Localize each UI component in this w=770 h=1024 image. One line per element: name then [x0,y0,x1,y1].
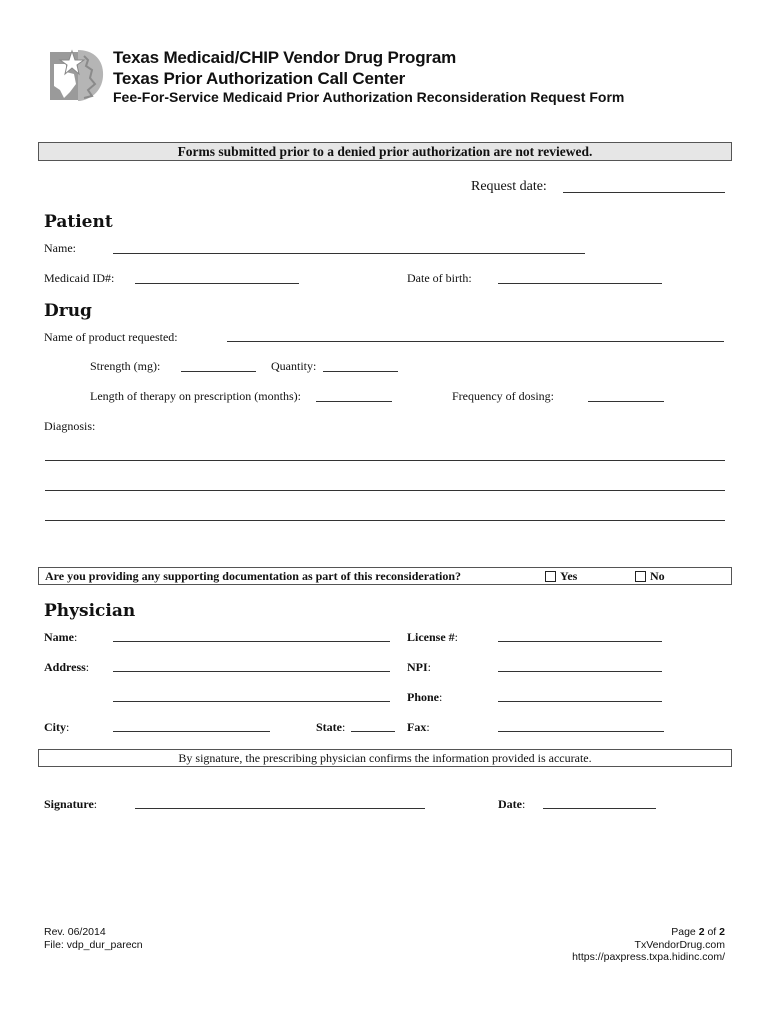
yes-label: Yes [560,569,578,583]
city-field[interactable] [113,731,270,732]
diagnosis-line-2[interactable] [45,490,725,491]
strength-field[interactable] [181,371,256,372]
diagnosis-label: Diagnosis: [44,419,96,433]
request-date-label: Request date: [471,179,547,194]
patient-heading: Patient [44,212,113,232]
diagnosis-line-3[interactable] [45,520,725,521]
footer-left [44,926,143,951]
no-label: No [650,569,665,583]
physician-name-label: Name: [44,630,78,644]
product-field[interactable] [227,341,724,342]
supporting-no-option[interactable] [635,569,665,584]
license-field[interactable] [498,641,662,642]
quantity-field[interactable] [323,371,398,372]
license-label: License #: [407,630,459,644]
state-field[interactable] [351,731,395,732]
notice-text: Forms submitted prior to a denied prior authorization are not reviewed. [177,144,593,159]
npi-field[interactable] [498,671,662,672]
product-label: Name of product requested: [44,330,178,344]
fax-label: Fax: [407,720,430,734]
medicaid-id-field[interactable] [135,283,299,284]
physician-name-field[interactable] [113,641,390,642]
phone-field[interactable] [498,701,662,702]
state-label: State: [316,720,346,734]
footer-website[interactable]: TxVendorDrug.com [634,938,725,951]
form-title: Texas Medicaid/CHIP Vendor Drug Program [113,48,456,67]
form-subtitle: Fee-For-Service Medicaid Prior Authorization Reconsideration Request Form [113,89,625,105]
quantity-label: Quantity: [271,359,317,373]
page-number: Page 2 of 2 [671,926,725,938]
supporting-docs-row [38,567,732,585]
signature-label: Signature: [44,797,98,811]
file-text: File: vdp_dur_parecn [44,938,143,951]
revision-text: Rev. 06/2014 [44,926,106,938]
address-field-2[interactable] [113,701,390,702]
medicaid-id-label: Medicaid ID#: [44,271,115,285]
patient-name-label: Name: [44,241,76,255]
frequency-label: Frequency of dosing: [452,389,554,403]
therapy-length-field[interactable] [316,401,392,402]
phone-label: Phone: [407,690,443,704]
therapy-length-label: Length of therapy on prescription (months): [90,389,301,403]
signature-field[interactable] [135,808,425,809]
no-checkbox[interactable] [635,571,646,582]
drug-heading: Drug [44,301,92,321]
footer-url[interactable]: https://paxpress.txpa.hidinc.com/ [572,951,725,963]
yes-checkbox[interactable] [545,571,556,582]
program-logo [48,46,106,104]
diagnosis-line-1[interactable] [45,460,725,461]
supporting-docs-question: Are you providing any supporting documentation as part of this reconsideration? [45,569,462,583]
form-title-line2: Texas Prior Authorization Call Center [113,69,406,88]
confirm-text: By signature, the prescribing physician confirms the information provided is accurate. [178,751,592,765]
strength-label: Strength (mg): [90,359,161,373]
npi-label: NPI: [407,660,432,674]
signature-date-label: Date: [498,797,526,811]
footer-right [572,926,725,964]
supporting-yes-option[interactable] [545,569,577,584]
dob-field[interactable] [498,283,662,284]
request-date-field[interactable] [563,192,725,193]
dob-label: Date of birth: [407,271,472,285]
confirm-box [38,749,732,767]
frequency-field[interactable] [588,401,664,402]
fax-field[interactable] [498,731,664,732]
patient-name-field[interactable] [113,253,585,254]
signature-date-field[interactable] [543,808,656,809]
city-label: City: [44,720,70,734]
notice-banner [38,142,732,161]
physician-heading: Physician [44,601,136,621]
texas-star-logo-icon [48,46,106,104]
address-field-1[interactable] [113,671,390,672]
address-label: Address: [44,660,90,674]
